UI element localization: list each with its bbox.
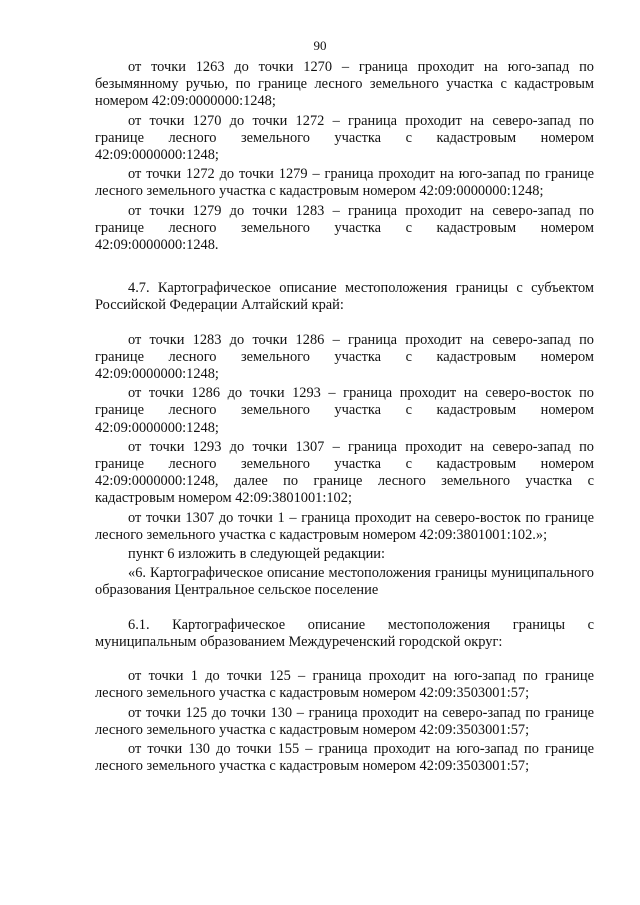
paragraph-1286-1293: от точки 1286 до точки 1293 – граница проходит на северо-восток по границе лесного земельного участка с кадастровым номером 42:09:0000000:1248; bbox=[95, 385, 594, 436]
paragraph-1293-1307: от точки 1293 до точки 1307 – граница проходит на северо-запад по границе лесного земельного участка с кадастровым номером 42:09:0000000:1248, далее по границе лесного земельного участка с кадастровым номером 42:09:3801001:102; bbox=[95, 438, 594, 507]
section-heading-6: «6. Картографическое описание местоположения границы муниципального образования Центральное сельское поселение bbox=[95, 565, 594, 599]
paragraph-130-155: от точки 130 до точки 155 – граница проходит на юго-запад по границе лесного земельного участка с кадастровым номером 42:09:3503001:57; bbox=[95, 740, 594, 775]
spacer bbox=[95, 256, 594, 280]
spacer bbox=[95, 653, 594, 668]
spacer bbox=[95, 602, 594, 617]
spacer bbox=[95, 317, 594, 332]
paragraph-1-125: от точки 1 до точки 125 – граница проходит на юго-запад по границе лесного земельного участка с кадастровым номером 42:09:3503001:57; bbox=[95, 668, 594, 702]
paragraph-1279-1283: от точки 1279 до точки 1283 – граница проходит на северо-запад по границе лесного земельного участка с кадастровым номером 42:09:0000000:1248. bbox=[95, 202, 594, 254]
section-heading-6-1: 6.1. Картографическое описание местоположения границы с муниципальным образованием Междуреченский городской округ: bbox=[95, 616, 594, 650]
paragraph-1272-1279: от точки 1272 до точки 1279 – граница проходит на юго-запад по границе лесного земельного участка с кадастровым номером 42:09:0000000:1248; bbox=[95, 166, 594, 200]
document-body bbox=[95, 59, 594, 777]
paragraph-1283-1286: от точки 1283 до точки 1286 – граница проходит на северо-запад по границе лесного земельного участка с кадастровым номером 42:09:0000000:1248; bbox=[95, 331, 594, 383]
paragraph-1270-1272: от точки 1270 до точки 1272 – граница проходит на северо-запад по границе лесного земельного участка с кадастровым номером 42:09:0000000:1248; bbox=[95, 112, 594, 164]
section-heading-4-7: 4.7. Картографическое описание местоположения границы с субъектом Российской Федерации Алтайский край: bbox=[95, 280, 594, 314]
page-number: 90 bbox=[313, 38, 327, 53]
paragraph-1263-1270: от точки 1263 до точки 1270 – граница проходит на юго-запад по безымянному ручью, по границе лесного земельного участка с кадастровым номером 42:09:0000000:1248; bbox=[95, 59, 594, 110]
paragraph-125-130: от точки 125 до точки 130 – граница проходит на северо-запад по границе лесного земельного участка с кадастровым номером 42:09:3503001:57; bbox=[95, 704, 594, 738]
paragraph-1307-1: от точки 1307 до точки 1 – граница проходит на северо-восток по границе лесного земельного участка с кадастровым номером 42:09:3801001:102.»; bbox=[95, 509, 594, 543]
paragraph-amendment: пункт 6 изложить в следующей редакции: bbox=[128, 546, 385, 563]
